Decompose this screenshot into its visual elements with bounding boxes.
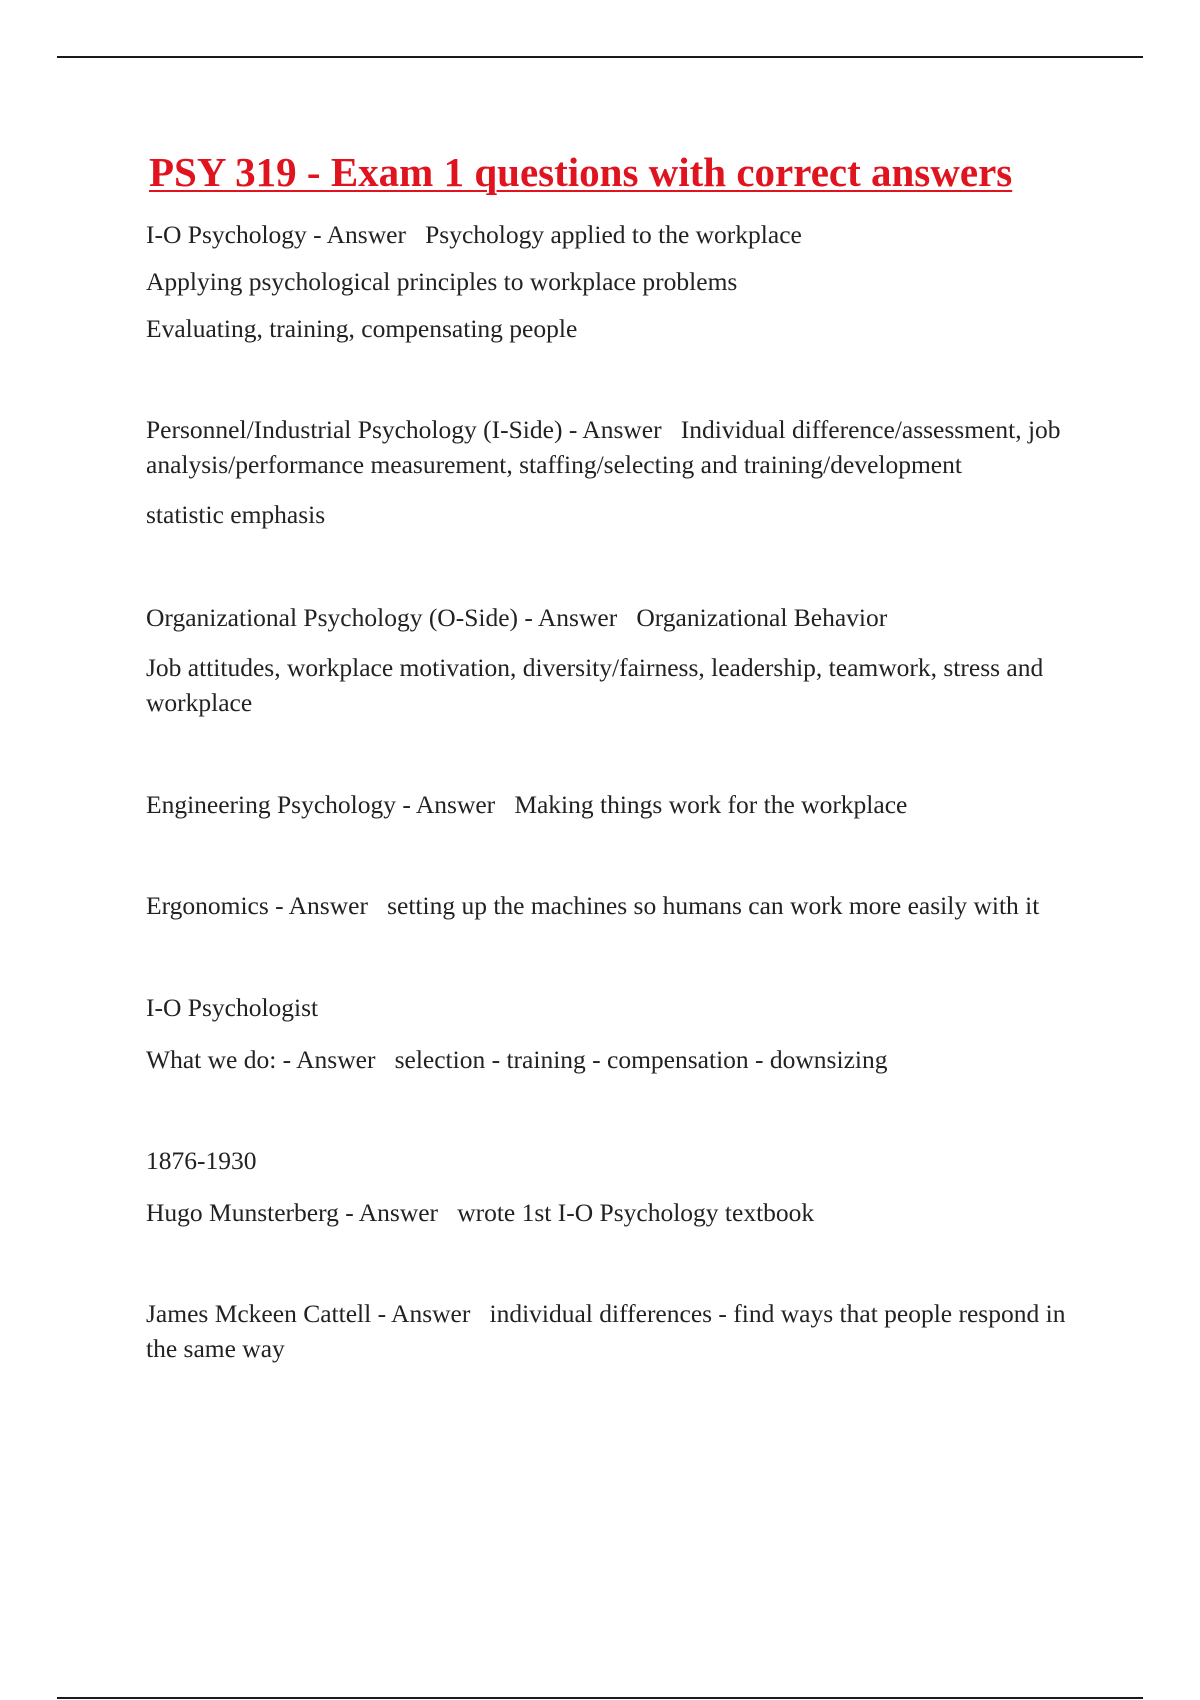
question-term: Personnel/Industrial Psychology (I-Side) — [146, 415, 563, 444]
answer-text: Individual difference/assessment, job analysis/performance measurement, staffing/selecting and training/development — [146, 415, 1061, 479]
answer-label: Answer — [326, 220, 406, 249]
qa-entry — [146, 888, 1086, 923]
qa-line: I-O Psychology - Answer Psychology applied to the workplace — [146, 220, 802, 249]
answer-label: Answer — [288, 891, 368, 920]
answer-label: Answer — [415, 790, 496, 819]
answer-text: Making things work for the workplace — [514, 790, 908, 819]
answer-text: Psychology applied to the workplace — [425, 220, 802, 249]
answer-label: Answer — [582, 415, 662, 444]
answer-text: selection - training - compensation - downsizing — [394, 1045, 888, 1074]
document-title: PSY 319 - Exam 1 questions with correct answers — [149, 149, 1013, 195]
qa-entry — [146, 787, 1086, 822]
question-term: Ergonomics — [146, 891, 269, 920]
answer-label: Answer — [537, 603, 618, 632]
qa-entry — [146, 990, 1086, 1077]
qa-line: Personnel/Industrial Psychology (I-Side) - Answer Individual difference/assessment, job analysis/performance measurement, staffing/selecting and training/development — [146, 415, 1061, 479]
answer-label: Answer — [296, 1045, 376, 1074]
answer-extra-line: Applying psychological principles to workplace problems — [146, 267, 738, 296]
qa-entry — [146, 412, 1086, 532]
question-term: James Mckeen Cattell — [146, 1299, 372, 1328]
answer-label: Answer — [358, 1198, 439, 1227]
answer-extra-line: Evaluating, training, compensating people — [146, 314, 578, 343]
question-term: Organizational Psychology (O-Side) — [146, 603, 519, 632]
question-term: I-O Psychology — [146, 220, 307, 249]
answer-text: wrote 1st I-O Psychology textbook — [457, 1198, 815, 1227]
answer-extra-line: Job attitudes, workplace motivation, diversity/fairness, leadership, teamwork, stress and workplace — [146, 653, 1044, 717]
qa-line: Engineering Psychology - Answer Making things work for the workplace — [146, 790, 908, 819]
answer-label: Answer — [391, 1299, 471, 1328]
qa-entry — [146, 600, 1086, 720]
question-term: Engineering Psychology — [146, 790, 397, 819]
heading-line: I-O Psychologist — [146, 993, 319, 1022]
qa-line: Ergonomics - Answer setting up the machines so humans can work more easily with it — [146, 891, 1040, 920]
question-term: Hugo Munsterberg — [146, 1198, 339, 1227]
document-body — [146, 146, 1086, 1366]
qa-line: Hugo Munsterberg - Answer wrote 1st I-O Psychology textbook — [146, 1198, 815, 1227]
date-range-line: 1876-1930 — [146, 1146, 257, 1175]
qa-line: What we do: - Answer selection - training - compensation - downsizing — [146, 1045, 888, 1074]
answer-text: individual differences - find ways that people respond in the same way — [146, 1299, 1066, 1363]
question-term: What we do: — [146, 1045, 277, 1074]
qa-entry — [146, 217, 1086, 346]
qa-entry — [146, 1296, 1086, 1366]
answer-text: Organizational Behavior — [636, 603, 888, 632]
top-rule — [57, 56, 1143, 58]
qa-line: James Mckeen Cattell - Answer individual differences - find ways that people respond in the same way — [146, 1299, 1066, 1363]
qa-entry — [146, 1143, 1086, 1230]
answer-text: setting up the machines so humans can work more easily with it — [387, 891, 1040, 920]
answer-extra-line: statistic emphasis — [146, 500, 326, 529]
qa-line: Organizational Psychology (O-Side) - Answer Organizational Behavior — [146, 603, 888, 632]
bottom-rule — [57, 1697, 1143, 1699]
